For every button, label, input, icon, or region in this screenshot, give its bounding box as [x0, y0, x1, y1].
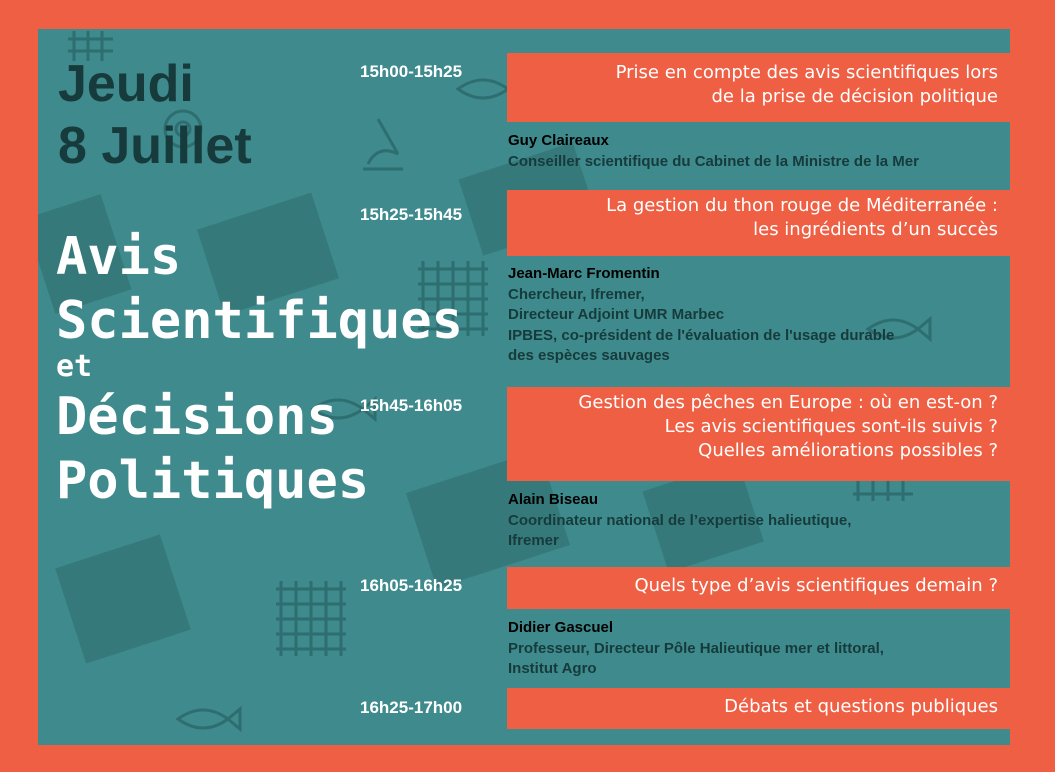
- talk-title-box: [507, 190, 1010, 256]
- microscope-icon: [363, 119, 403, 169]
- talk-title-line: La gestion du thon rouge de Méditerranée :: [606, 195, 998, 216]
- speaker-info: [507, 612, 1010, 680]
- speaker-info: [507, 125, 1010, 172]
- talk-title-line: Prise en compte des avis scientifiques lors: [615, 62, 998, 83]
- poster-panel: [38, 29, 1010, 745]
- speaker-role: des espèces sauvages: [508, 347, 670, 364]
- speaker-info: [507, 258, 1010, 367]
- speaker-role: Chercheur, Ifremer,: [508, 285, 645, 303]
- talk-title-line: Quels type d’avis scientifiques demain ?: [634, 575, 998, 596]
- session-time: 16h05-16h25: [360, 576, 463, 595]
- event-title: [56, 225, 463, 513]
- talk-title-line: Les avis scientifiques sont-ils suivis ?: [664, 416, 998, 437]
- talk-title-line: les ingrédients d’un succès: [753, 219, 998, 240]
- session-time: 15h45-16h05: [360, 396, 463, 415]
- speaker-role: Ifremer: [508, 532, 559, 549]
- speaker-role: Directeur Adjoint UMR Marbec: [508, 306, 725, 323]
- talk-title-line: Quelles améliorations possibles ?: [698, 440, 998, 461]
- session-time: 15h00-15h25: [360, 62, 463, 81]
- day-date: 8 Juillet: [58, 117, 252, 175]
- speaker-name: Alain Biseau: [508, 491, 599, 508]
- speaker-role: IPBES, co-président de l'évaluation de l'usage durable: [508, 326, 895, 344]
- talk-title-line: de la prise de décision politique: [711, 86, 998, 107]
- talk-title-box: [507, 688, 1010, 729]
- net-icon: [276, 581, 346, 656]
- speaker-role: Conseiller scientifique du Cabinet de la Ministre de la Mer: [508, 152, 919, 170]
- talk-title-box: [507, 53, 1010, 122]
- session-time: 16h25-17h00: [360, 698, 463, 717]
- fish-icon: [178, 709, 240, 729]
- speaker-info: [507, 484, 1010, 552]
- speaker-role: Institut Agro: [508, 660, 597, 677]
- speaker-name: Guy Claireaux: [508, 132, 609, 149]
- talk-title-box: [507, 567, 1010, 609]
- eu-flag-icon: [55, 534, 191, 663]
- title-line: et: [56, 349, 93, 384]
- day-name: Jeudi: [58, 55, 194, 113]
- talk-title-line: Gestion des pêches en Europe : où en est-on ?: [578, 392, 998, 413]
- title-line: Scientifiques: [56, 291, 463, 351]
- speaker-name: Didier Gascuel: [508, 619, 614, 636]
- session-time: 15h25-15h45: [360, 205, 463, 224]
- title-line: Politiques: [56, 451, 370, 511]
- talk-title-line: Débats et questions publiques: [724, 696, 998, 717]
- talk-title-box: [507, 387, 1010, 481]
- speaker-name: Jean-Marc Fromentin: [508, 265, 660, 282]
- title-line: Avis: [56, 227, 182, 287]
- title-line: Décisions: [56, 387, 338, 447]
- event-date: [58, 53, 252, 177]
- speaker-role: Professeur, Directeur Pôle Halieutique mer et littoral,: [508, 639, 884, 657]
- speaker-role: Coordinateur national de l’expertise halieutique,: [508, 511, 852, 529]
